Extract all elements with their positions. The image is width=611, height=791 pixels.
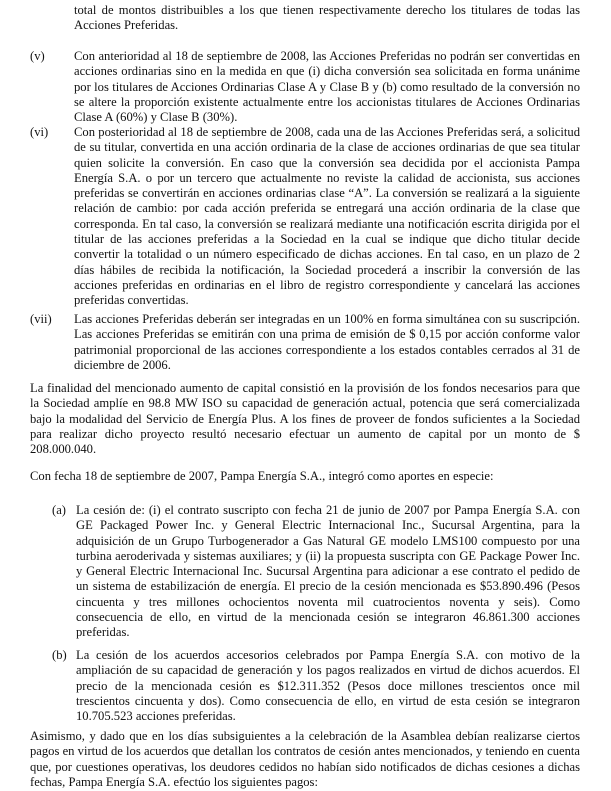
subitem-marker: (a) xyxy=(52,503,66,517)
subitem-a xyxy=(52,503,580,641)
subitem-marker: (b) xyxy=(52,648,67,662)
paragraph-payments: Asimismo, y dado que en los días subsiguientes a la celebración de la Asamblea debían realizarse ciertos pagos en virtud de los acuerdos que detallan los contratos de cesión antes mencionados, y teniendo en cuenta que, por cuestiones operativas, los deudores cedidos no habían sido notificados de dichas cesiones a dichas fechas, Pampa Energía S.A. efectúo los siguientes pagos: xyxy=(30,729,580,789)
subitem-b xyxy=(52,648,580,724)
list-item-text: Con anterioridad al 18 de septiembre de 2008, las Acciones Preferidas no podrán ser convertidas en acciones ordinarias sino en la medida en que (i) dicha conversión sea solicitada en forma unánime por los titulares de Acciones Ordinarias Clase A y Clase B y (b) como resultado de la conversión no se altere la proporción existente actualmente entre los accionistas titulares de Acciones Ordinarias Clase A (60%) y Clase B (30%). xyxy=(74,49,580,125)
subitem-text: La cesión de: (i) el contrato suscripto con fecha 21 de junio de 2007 por Pampa Energía S.A. con GE Packaged Power Inc. y General Electric Internacional Inc., Sucursal Argentina, para la adquisición de un Grupo Turbogenerador a Gas Natural GE modelo LMS100 compuesto por una turbina aeroderivada y sistemas auxiliares; y (ii) la propuesta suscripta con GE Package Power Inc. y General Electric Internacional Inc. Sucursal Argentina para adicionar a ese contrato el pedido de un sistema de estabilización de energía. El precio de la cesión mencionada es $53.890.496 (Pesos cincuenta y tres millones ochocientos noventa mil cuatrocientos noventa y seis). Como consecuencia de ello, en virtud de la mencionada cesión se integraron 46.861.300 acciones preferidas. xyxy=(76,503,580,640)
continuation-text: total de montos distribuibles a los que tienen respectivamente derecho los titulares de todas las Acciones Preferidas. xyxy=(74,3,580,33)
list-marker: (vi) xyxy=(30,125,49,139)
list-marker: (vii) xyxy=(30,312,52,326)
list-item-vi xyxy=(30,125,580,309)
list-marker: (v) xyxy=(30,49,45,63)
list-item-vii xyxy=(30,312,580,373)
list-item-v xyxy=(30,49,580,125)
paragraph-contribution-date: Con fecha 18 de septiembre de 2007, Pampa Energía S.A., integró como aportes en especie: xyxy=(30,469,494,483)
subitem-text: La cesión de los acuerdos accesorios celebrados por Pampa Energía S.A. con motivo de la ampliación de su capacidad de generación y los pagos realizados en virtud de dichos acuerdos. El precio de la mencionada cesión es $12.311.352 (Pesos doce millones trescientos once mil trescientos cincuenta y dos). Como consecuencia de ello, en virtud de esta cesión se integraron 10.705.523 acciones preferidas. xyxy=(76,648,580,724)
paragraph-capital-increase: La finalidad del mencionado aumento de capital consistió en la provisión de los fondos necesarios para que la Sociedad amplíe en 98.8 MW ISO su capacidad de generación actual, potencia que será comercializada bajo la modalidad del Servicio de Energía Plus. A los fines de proveer de fondos suficientes a la Sociedad para realizar dicho proyecto resultó necesario efectuar un aumento de capital por un monto de $ 208.000.040. xyxy=(30,381,580,457)
list-item-text: Con posterioridad al 18 de septiembre de 2008, cada una de las Acciones Preferidas será, a solicitud de su titular, convertida en una acción ordinaria de la clase de acciones ordinarias de que sea titular quien solicite la conversión. En caso que la conversión sea decidida por el accionista Pampa Energía S.A. o por un tercero que actualmente no reviste la calidad de accionista, sus acciones preferidas se convertirán en acciones ordinarias clase “A”. La conversión se realizará a la siguiente relación de cambio: por cada acción preferida se entregará una acción ordinaria de la clase que corresponda. En tal caso, la conversión se realizará mediante una notificación escrita dirigida por el titular de las acciones preferidas a la Sociedad en la cual se indique que dicho titular decide convertir la totalidad o un número especificado de dichas acciones. En tal caso, en un plazo de 2 días hábiles de recibida la notificación, la Sociedad procederá a inscribir la conversión de las acciones preferidas en ordinarias en el libro de registro correspondiente y cancelará las acciones preferidas convertidas. xyxy=(74,125,580,308)
list-item-text: Las acciones Preferidas deberán ser integradas en un 100% en forma simultánea con su suscripción. Las acciones Preferidas se emitirán con una prima de emisión de $ 0,15 por acción conforme valor patrimonial proporcional de las acciones correspondiente a los estados contables cerrados al 31 de diciembre de 2006. xyxy=(74,312,580,372)
